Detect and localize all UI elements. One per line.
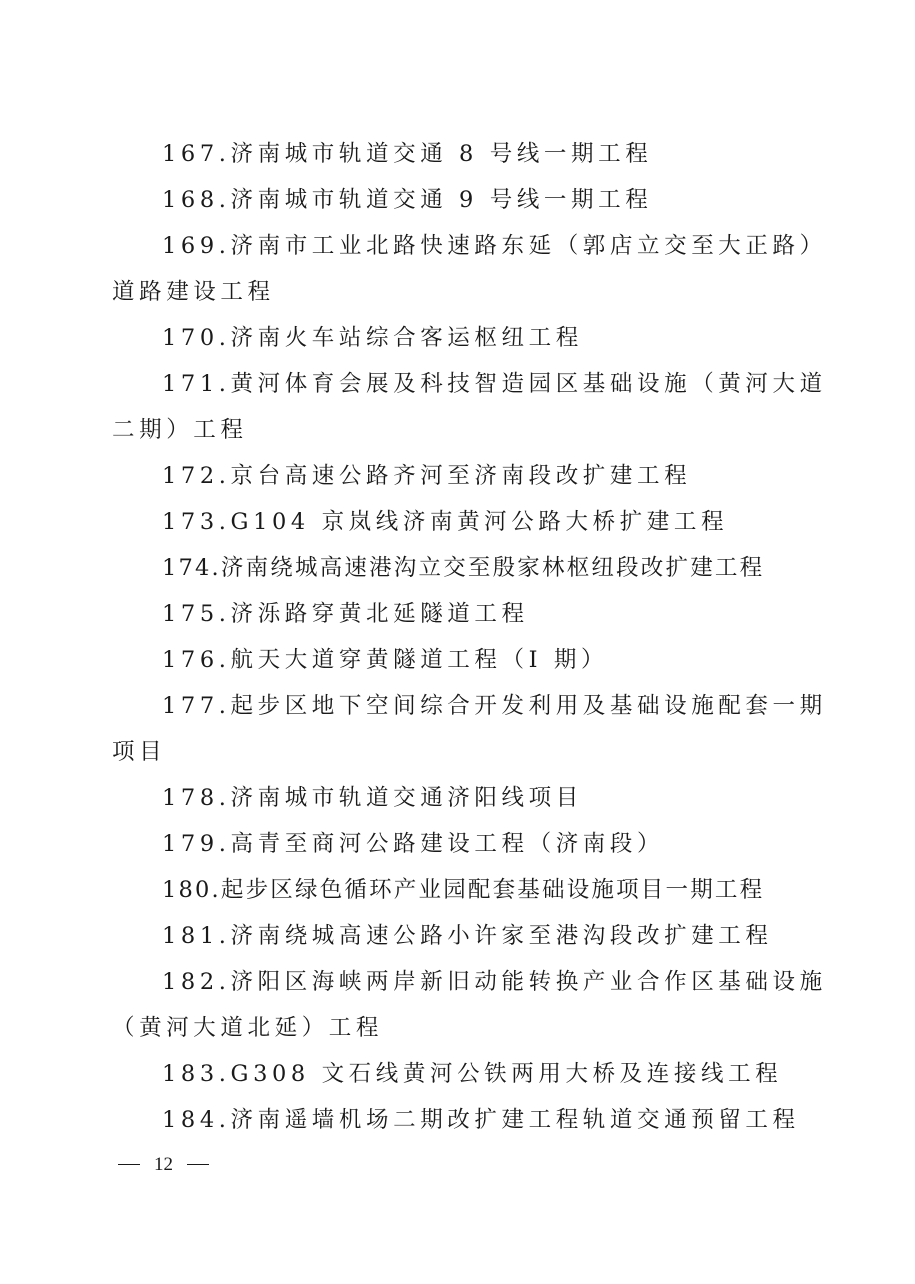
list-item: 183.G308 文石线黄河公铁两用大桥及连接线工程 xyxy=(162,1061,783,1087)
list-item: 172.京台高速公路齐河至济南段改扩建工程 xyxy=(162,463,692,489)
page-footer xyxy=(118,1152,209,1178)
list-item: 184.济南遥墙机场二期改扩建工程轨道交通预留工程 xyxy=(162,1107,800,1133)
footer-dash-left xyxy=(118,1164,140,1166)
list-item: 175.济泺路穿黄北延隧道工程 xyxy=(162,601,529,627)
list-item-continuation: 二期）工程 xyxy=(112,417,248,443)
footer-dash-right xyxy=(187,1164,209,1166)
list-item: 181.济南绕城高速公路小许家至港沟段改扩建工程 xyxy=(162,923,773,949)
list-item: 177.起步区地下空间综合开发利用及基础设施配套一期 xyxy=(162,693,827,719)
list-item: 174.济南绕城高速港沟立交至殷家林枢纽段改扩建工程 xyxy=(162,555,765,581)
list-item: 169.济南市工业北路快速路东延（郭店立交至大正路） xyxy=(162,233,827,259)
list-item: 168.济南城市轨道交通 9 号线一期工程 xyxy=(162,187,653,213)
list-item: 178.济南城市轨道交通济阳线项目 xyxy=(162,785,583,811)
list-item-continuation: （黄河大道北延）工程 xyxy=(112,1015,384,1041)
list-item: 173.G104 京岚线济南黄河公路大桥扩建工程 xyxy=(162,509,729,535)
list-item: 170.济南火车站综合客运枢纽工程 xyxy=(162,325,583,351)
list-item: 176.航天大道穿黄隧道工程（I 期） xyxy=(162,647,609,673)
list-item-continuation: 项目 xyxy=(112,739,167,765)
list-item-continuation: 道路建设工程 xyxy=(112,279,275,305)
list-item: 171.黄河体育会展及科技智造园区基础设施（黄河大道 xyxy=(162,371,827,397)
list-item: 179.高青至商河公路建设工程（济南段） xyxy=(162,831,665,857)
list-item: 180.起步区绿色循环产业园配套基础设施项目一期工程 xyxy=(162,877,765,903)
list-item: 167.济南城市轨道交通 8 号线一期工程 xyxy=(162,141,653,167)
list-item: 182.济阳区海峡两岸新旧动能转换产业合作区基础设施 xyxy=(162,969,827,995)
page-number: 12 xyxy=(154,1154,173,1175)
